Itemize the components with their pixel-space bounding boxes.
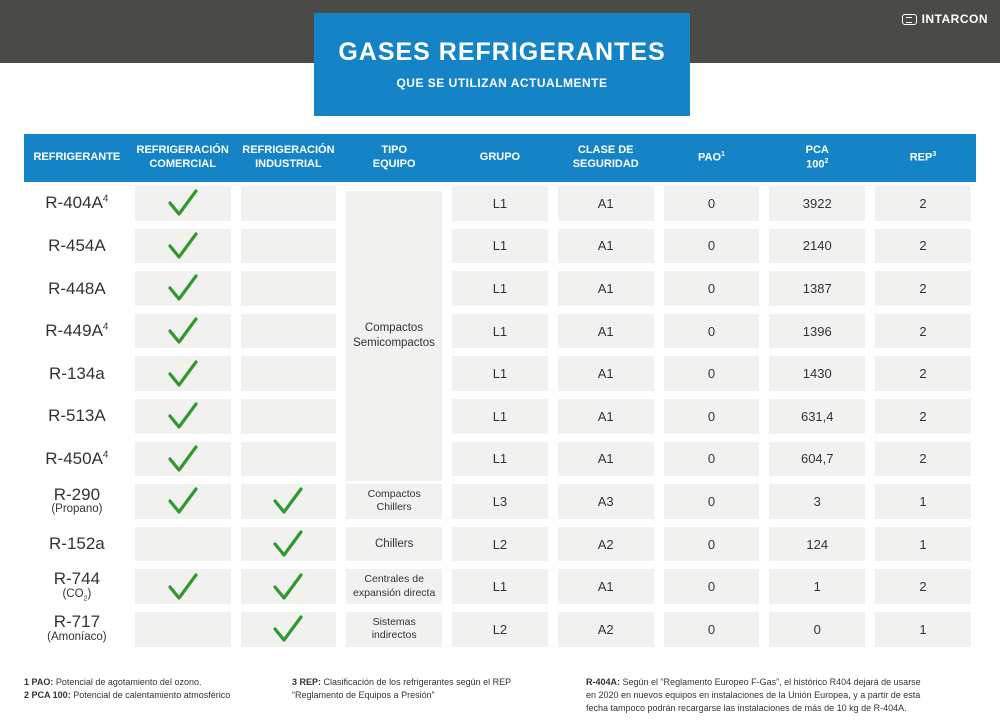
cell-industrial — [236, 608, 342, 651]
cell-industrial — [236, 182, 342, 225]
footnote-r404a: R-404A: Según el “Reglamento Europeo F-Gas”, el histórico R404 dejará de usarse — [586, 677, 921, 687]
footnote-rep-2: “Reglamento de Equipos a Presión” — [292, 690, 435, 701]
table-row — [24, 395, 976, 438]
cell-grupo: L1 — [447, 225, 553, 268]
cell-pca: 1 — [764, 565, 870, 608]
cell-equipment: Compactos Chillers — [341, 480, 447, 523]
cell-pca: 0 — [764, 608, 870, 651]
header-industrial: REFRIGERACIÓN INDUSTRIAL — [242, 144, 335, 170]
checkmark-icon — [168, 573, 198, 601]
cell-pca: 124 — [764, 523, 870, 566]
cell-refrigerant — [24, 352, 130, 395]
header-pca: PCA $100^2$ — [805, 143, 829, 171]
cell-comercial — [130, 225, 236, 268]
table-row — [24, 225, 976, 268]
cell-grupo: L2 — [447, 523, 553, 566]
checkmark-icon — [168, 360, 198, 388]
cell-pao: 0 — [659, 608, 765, 651]
cell-refrigerant — [24, 565, 130, 608]
brand-logo — [902, 12, 988, 26]
cell-clase-seguridad: A1 — [553, 565, 659, 608]
cell-industrial — [236, 480, 342, 523]
cell-grupo: L1 — [447, 352, 553, 395]
cell-refrigerant — [24, 523, 130, 566]
checkmark-icon — [168, 232, 198, 260]
brand-name: INTARCON — [921, 12, 988, 26]
cell-comercial — [130, 182, 236, 225]
table-body — [24, 182, 976, 651]
cell-pao: 0 — [659, 480, 765, 523]
cell-comercial — [130, 438, 236, 481]
table-row — [24, 480, 976, 523]
footnote-col-1 — [24, 676, 230, 702]
cell-rep: 2 — [870, 182, 976, 225]
cell-clase-seguridad: A3 — [553, 480, 659, 523]
footnote-pca: 2 PCA 100: Potencial de calentamiento atmosférico — [24, 690, 231, 701]
refrigerant-name: R-454A — [48, 235, 106, 255]
table-row — [24, 310, 976, 353]
table-row — [24, 267, 976, 310]
cell-grupo: L3 — [447, 480, 553, 523]
refrigerant-common-name: (Amoníaco) — [47, 631, 107, 644]
cell-comercial — [130, 608, 236, 651]
cell-clase-seguridad: A1 — [553, 225, 659, 268]
table-row — [24, 438, 976, 481]
cell-pca: 1396 — [764, 310, 870, 353]
cell-clase-seguridad: A1 — [553, 438, 659, 481]
cell-pao: 0 — [659, 352, 765, 395]
cell-clase-seguridad: A1 — [553, 267, 659, 310]
cell-industrial — [236, 310, 342, 353]
refrigerant-common-name: (Propano) — [51, 503, 103, 516]
cell-clase-seguridad: A1 — [553, 395, 659, 438]
cell-pao: 0 — [659, 523, 765, 566]
cell-industrial — [236, 352, 342, 395]
table-row — [24, 352, 976, 395]
footnote-r404a-3: fecha tampoco podrán recargarse las instalaciones de más de 10 kg de R-404A. — [586, 703, 907, 714]
cell-grupo: L1 — [447, 438, 553, 481]
cell-refrigerant — [24, 480, 130, 523]
cell-pao: 0 — [659, 182, 765, 225]
cell-equipment: Centrales de expansión directa — [341, 565, 447, 608]
cell-grupo: L1 — [447, 267, 553, 310]
checkmark-icon — [168, 402, 198, 430]
cell-industrial — [236, 267, 342, 310]
intarcon-logo-icon — [902, 14, 917, 25]
cell-refrigerant — [24, 267, 130, 310]
refrigerant-name: R-513A — [48, 406, 106, 426]
table-header — [24, 134, 976, 182]
table-row — [24, 608, 976, 651]
cell-pca: 3 — [764, 480, 870, 523]
cell-refrigerant — [24, 310, 130, 353]
cell-pao: 0 — [659, 267, 765, 310]
cell-refrigerant — [24, 182, 130, 225]
cell-pca: 631,4 — [764, 395, 870, 438]
refrigerant-name: $R-404A^4$ — [45, 193, 109, 213]
cell-comercial — [130, 480, 236, 523]
checkmark-icon — [273, 487, 303, 515]
equipment-merged-cell: Compactos Semicompactos — [346, 191, 442, 481]
cell-pca: 2140 — [764, 225, 870, 268]
table-row — [24, 523, 976, 566]
cell-pao: 0 — [659, 395, 765, 438]
footnote-col-2 — [292, 676, 511, 702]
cell-rep: 1 — [870, 480, 976, 523]
cell-clase-seguridad: A1 — [553, 182, 659, 225]
refrigerant-common-name: $(CO_2)$ — [62, 587, 92, 603]
cell-rep: 2 — [870, 395, 976, 438]
header-refrigerante: REFRIGERANTE — [33, 151, 121, 164]
cell-grupo: L2 — [447, 608, 553, 651]
title-box — [314, 13, 690, 116]
header-clase-seguridad: CLASE DE SEGURIDAD — [572, 144, 639, 170]
cell-refrigerant — [24, 608, 130, 651]
cell-grupo: L1 — [447, 565, 553, 608]
cell-industrial — [236, 438, 342, 481]
cell-grupo: L1 — [447, 310, 553, 353]
cell-rep: 1 — [870, 523, 976, 566]
cell-refrigerant — [24, 395, 130, 438]
cell-pao: 0 — [659, 438, 765, 481]
cell-comercial — [130, 395, 236, 438]
checkmark-icon — [273, 530, 303, 558]
cell-rep: 2 — [870, 352, 976, 395]
cell-comercial — [130, 352, 236, 395]
cell-equipment: Sistemas indirectos — [341, 608, 447, 651]
footnote-r404a-2: en 2020 en nuevos equipos en instalaciones de la Unión Europea, y a partir de esta — [586, 690, 921, 701]
header-pao: PAO$^1$ — [698, 150, 725, 164]
table-row — [24, 182, 976, 225]
header-comercial: REFRIGERACIÓN COMERCIAL — [136, 144, 229, 170]
refrigerant-name: R-448A — [48, 278, 106, 298]
checkmark-icon — [168, 317, 198, 345]
page-title: GASES REFRIGERANTES — [338, 38, 666, 66]
checkmark-icon — [168, 189, 198, 217]
cell-rep: 2 — [870, 438, 976, 481]
checkmark-icon — [168, 487, 198, 515]
header-tipo-equipo: TIPO EQUIPO — [372, 144, 416, 170]
header-rep: REP$^3$ — [909, 150, 937, 164]
table-row — [24, 565, 976, 608]
checkmark-icon — [273, 615, 303, 643]
cell-equipment: Chillers — [341, 523, 447, 566]
cell-refrigerant — [24, 225, 130, 268]
cell-rep: 2 — [870, 267, 976, 310]
cell-clase-seguridad: A1 — [553, 352, 659, 395]
checkmark-icon — [273, 573, 303, 601]
cell-clase-seguridad: A1 — [553, 310, 659, 353]
cell-pca: 604,7 — [764, 438, 870, 481]
cell-industrial — [236, 395, 342, 438]
cell-grupo: L1 — [447, 182, 553, 225]
cell-pca: 1387 — [764, 267, 870, 310]
cell-industrial — [236, 565, 342, 608]
refrigerants-table — [24, 134, 976, 651]
cell-comercial — [130, 267, 236, 310]
refrigerant-name: R-134a — [49, 363, 105, 383]
cell-comercial — [130, 310, 236, 353]
cell-grupo: L1 — [447, 395, 553, 438]
cell-pao: 0 — [659, 225, 765, 268]
cell-clase-seguridad: A2 — [553, 523, 659, 566]
cell-comercial — [130, 565, 236, 608]
refrigerant-name: $R-449A^4$ — [45, 321, 109, 341]
refrigerant-name: R-152a — [49, 534, 105, 554]
refrigerant-name: R-717 — [53, 612, 101, 632]
cell-clase-seguridad: A2 — [553, 608, 659, 651]
cell-rep: 2 — [870, 310, 976, 353]
checkmark-icon — [168, 445, 198, 473]
header-grupo: GRUPO — [479, 151, 521, 164]
cell-refrigerant — [24, 438, 130, 481]
cell-industrial — [236, 225, 342, 268]
cell-rep: 1 — [870, 608, 976, 651]
footnote-col-3 — [586, 676, 986, 715]
page-subtitle: QUE SE UTILIZAN ACTUALMENTE — [396, 76, 608, 90]
cell-rep: 2 — [870, 565, 976, 608]
checkmark-icon — [168, 274, 198, 302]
cell-comercial — [130, 523, 236, 566]
cell-pao: 0 — [659, 310, 765, 353]
cell-pca: 1430 — [764, 352, 870, 395]
refrigerant-name: $R-450A^4$ — [45, 448, 109, 468]
refrigerant-name: R-290 — [53, 484, 101, 504]
footnote-pao: 1 PAO: Potencial de agotamiento del ozono. — [24, 677, 202, 687]
cell-pao: 0 — [659, 565, 765, 608]
footnote-rep: 3 REP: Clasificación de los refrigerantes según el REP — [292, 677, 512, 687]
refrigerant-name: R-744 — [53, 568, 101, 588]
cell-industrial — [236, 523, 342, 566]
cell-pca: 3922 — [764, 182, 870, 225]
cell-rep: 2 — [870, 225, 976, 268]
